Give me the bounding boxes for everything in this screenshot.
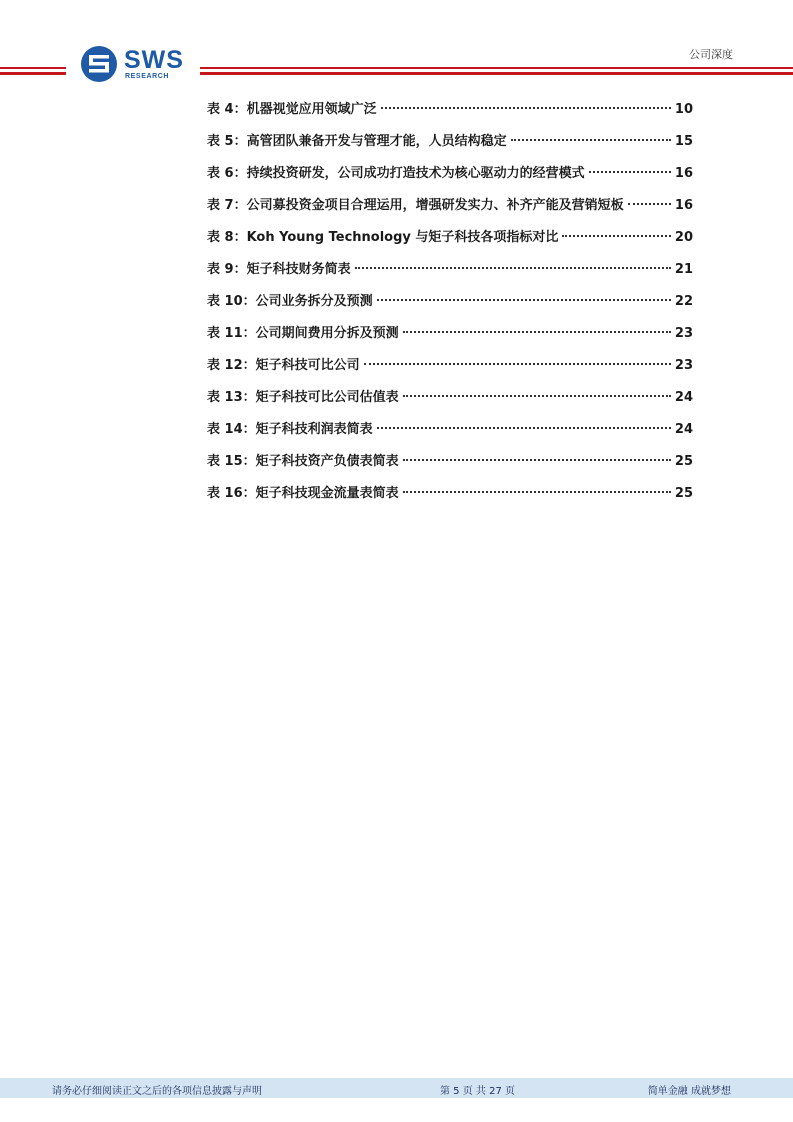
toc-entry-page: 25 — [674, 454, 693, 469]
toc-entry-page: 16 — [674, 166, 693, 181]
toc-entry-page: 21 — [674, 262, 693, 277]
toc-entry-label: 表 14：矩子科技利润表简表 — [207, 422, 373, 437]
footer-slogan: 简单金融 成就梦想 — [647, 1086, 731, 1097]
footer-page-info: 第 5 页 共 27 页 — [440, 1086, 515, 1097]
toc-entry-page: 10 — [674, 102, 693, 117]
toc-entry[interactable] — [207, 354, 693, 386]
toc-entry-label: 表 8：Koh Young Technology 与矩子科技各项指标对比 — [207, 230, 559, 245]
table-of-contents — [207, 98, 693, 514]
toc-entry[interactable] — [207, 482, 693, 514]
toc-dot-leader — [403, 491, 671, 493]
page-footer — [0, 1078, 793, 1098]
toc-entry-label: 表 13：矩子科技可比公司估值表 — [207, 390, 399, 405]
toc-dot-leader — [355, 267, 671, 269]
toc-entry[interactable] — [207, 194, 693, 226]
toc-entry[interactable] — [207, 162, 693, 194]
toc-entry-label: 表 16：矩子科技现金流量表简表 — [207, 486, 399, 501]
toc-entry-page: 22 — [674, 294, 693, 309]
toc-entry-page: 24 — [674, 422, 693, 437]
toc-entry[interactable] — [207, 322, 693, 354]
toc-entry-label: 表 10：公司业务拆分及预测 — [207, 294, 373, 309]
toc-entry[interactable] — [207, 98, 693, 130]
toc-entry-page: 24 — [674, 390, 693, 405]
toc-entry-label: 表 5：高管团队兼备开发与管理才能，人员结构稳定 — [207, 134, 507, 149]
toc-dot-leader — [381, 107, 671, 109]
toc-dot-leader — [403, 459, 671, 461]
toc-dot-leader — [589, 171, 671, 173]
toc-entry-label: 表 7：公司募投资金项目合理运用，增强研发实力、补齐产能及营销短板 — [207, 198, 624, 213]
toc-entry-label: 表 9：矩子科技财务简表 — [207, 262, 351, 277]
toc-entry[interactable] — [207, 418, 693, 450]
header-rule — [200, 67, 793, 69]
toc-entry-label: 表 12：矩子科技可比公司 — [207, 358, 360, 373]
page-header — [0, 0, 793, 90]
toc-dot-leader — [377, 299, 671, 301]
toc-entry[interactable] — [207, 450, 693, 482]
toc-entry[interactable] — [207, 226, 693, 258]
toc-dot-leader — [403, 331, 671, 333]
toc-entry-page: 23 — [674, 358, 693, 373]
toc-entry-label: 表 4：机器视觉应用领域广泛 — [207, 102, 377, 117]
header-rule — [200, 72, 793, 75]
toc-dot-leader — [511, 139, 671, 141]
toc-entry[interactable] — [207, 258, 693, 290]
document-type-label: 公司深度 — [689, 48, 733, 61]
sws-logo-icon — [80, 45, 118, 83]
logo-subtext: RESEARCH — [125, 73, 170, 80]
toc-entry-label: 表 11：公司期间费用分拆及预测 — [207, 326, 399, 341]
toc-entry-page: 23 — [674, 326, 693, 341]
toc-entry[interactable] — [207, 290, 693, 322]
toc-entry[interactable] — [207, 386, 693, 418]
toc-entry-page: 16 — [674, 198, 693, 213]
toc-dot-leader — [562, 235, 670, 237]
toc-dot-leader — [364, 363, 671, 365]
toc-entry-label: 表 6：持续投资研发，公司成功打造技术为核心驱动力的经营模式 — [207, 166, 585, 181]
toc-entry-page: 15 — [674, 134, 693, 149]
toc-entry-page: 20 — [674, 230, 693, 245]
header-rule — [0, 72, 66, 75]
toc-entry-page: 25 — [674, 486, 693, 501]
header-rule — [0, 67, 66, 69]
logo-wordmark: SWS — [124, 46, 184, 74]
toc-dot-leader — [403, 395, 671, 397]
toc-dot-leader — [377, 427, 671, 429]
sws-logo — [80, 45, 190, 85]
toc-entry-label: 表 15：矩子科技资产负债表简表 — [207, 454, 399, 469]
toc-entry[interactable] — [207, 130, 693, 162]
toc-dot-leader — [628, 203, 671, 205]
footer-disclaimer: 请务必仔细阅读正文之后的各项信息披露与声明 — [52, 1086, 262, 1097]
